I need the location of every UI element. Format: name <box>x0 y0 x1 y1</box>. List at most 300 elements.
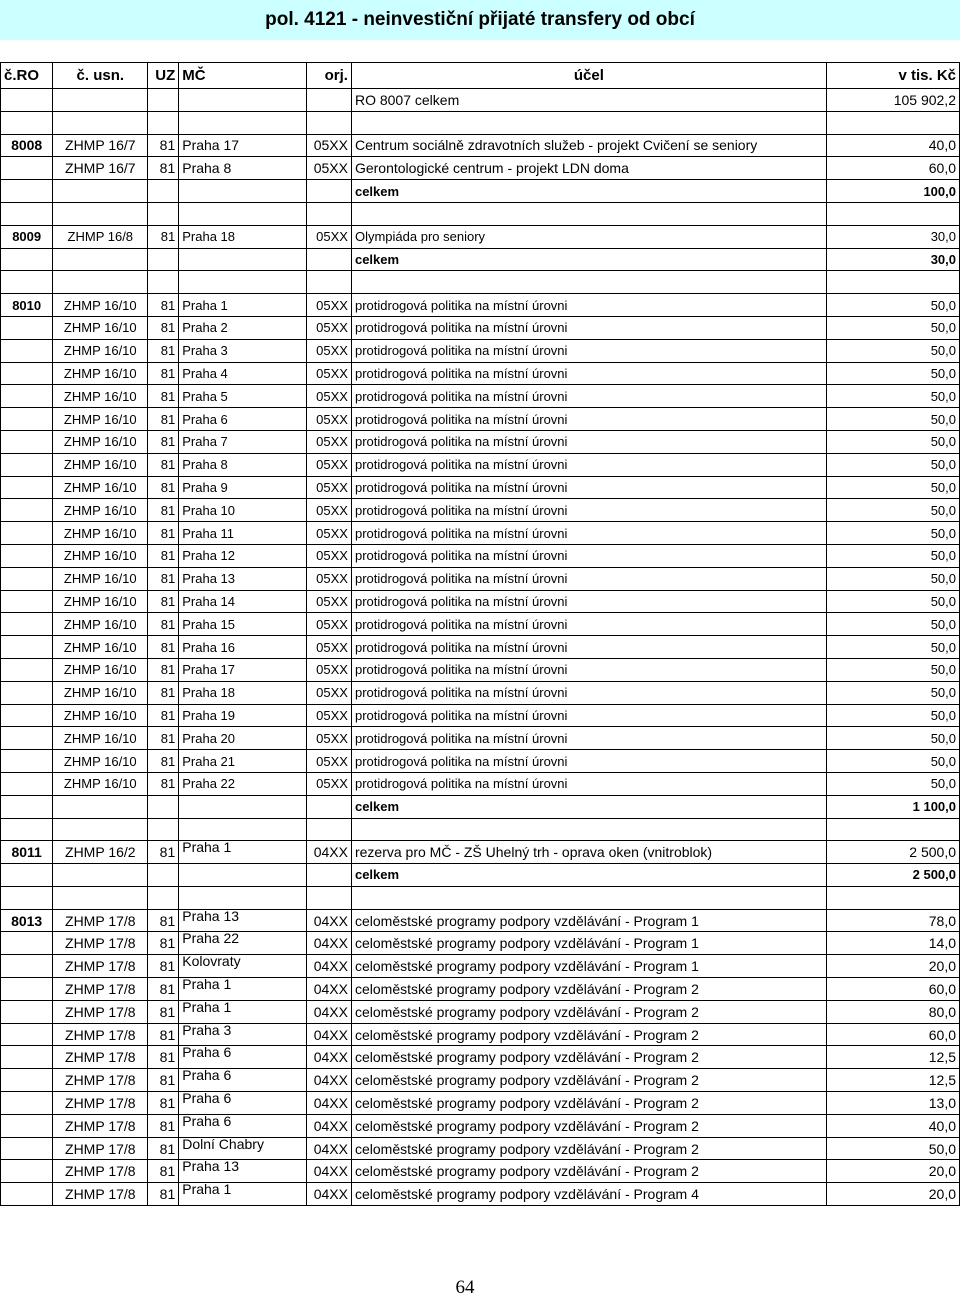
amount-cell: 50,0 <box>826 704 959 727</box>
orj-cell: 04XX <box>306 955 351 978</box>
ro-cell <box>1 1092 53 1115</box>
spacer-row <box>1 271 960 294</box>
district-cell: Praha 17 <box>179 658 307 681</box>
orj-cell: 04XX <box>306 1137 351 1160</box>
uz-cell: 81 <box>148 453 179 476</box>
ro-cell <box>1 1160 53 1183</box>
district-cell: Praha 12 <box>179 544 307 567</box>
district-cell: Praha 15 <box>179 613 307 636</box>
orj-cell: 05XX <box>306 362 351 385</box>
empty-cell <box>1 89 53 112</box>
uz-cell: 81 <box>148 430 179 453</box>
orj-cell: 04XX <box>306 1069 351 1092</box>
header-ro: č.RO <box>1 63 53 89</box>
resolution-cell: ZHMP 16/10 <box>53 727 148 750</box>
table-row <box>1 476 960 499</box>
district-cell: Praha 7 <box>179 430 307 453</box>
amount-cell: 50,0 <box>826 544 959 567</box>
spacer-row <box>1 886 960 909</box>
amount-cell: 50,0 <box>826 590 959 613</box>
amount-cell: 50,0 <box>826 362 959 385</box>
purpose-cell: protidrogová politika na místní úrovni <box>351 772 826 795</box>
uz-cell: 81 <box>148 522 179 545</box>
resolution-cell: ZHMP 16/10 <box>53 567 148 590</box>
table-row <box>1 772 960 795</box>
district-cell-text: Praha 1 <box>182 1000 232 1015</box>
amount-cell: 78,0 <box>826 909 959 932</box>
purpose-cell: protidrogová politika na místní úrovni <box>351 613 826 636</box>
amount-cell: 50,0 <box>826 408 959 431</box>
orj-cell: 05XX <box>306 225 351 248</box>
district-cell: Praha 3 <box>179 339 307 362</box>
purpose-cell: celoměstské programy podpory vzdělávání - Program 2 <box>351 1114 826 1137</box>
district-cell-text: Praha 1 <box>182 1182 232 1198</box>
purpose-cell: protidrogová politika na místní úrovni <box>351 430 826 453</box>
district-cell: Praha 11 <box>179 522 307 545</box>
uz-cell: 81 <box>148 955 179 978</box>
amount-cell: 50,0 <box>826 567 959 590</box>
table-row <box>1 636 960 659</box>
orj-cell: 04XX <box>306 1114 351 1137</box>
uz-cell: 81 <box>148 476 179 499</box>
spacer-row <box>1 202 960 225</box>
table-row <box>1 978 960 1001</box>
purpose-cell: protidrogová politika na místní úrovni <box>351 362 826 385</box>
district-cell <box>179 1160 307 1183</box>
amount-cell: 13,0 <box>826 1092 959 1115</box>
ro-cell <box>1 750 53 773</box>
amount-cell: 50,0 <box>826 385 959 408</box>
orj-cell: 04XX <box>306 1183 351 1206</box>
uz-cell: 81 <box>148 385 179 408</box>
uz-cell: 81 <box>148 294 179 317</box>
ro-cell <box>1 932 53 955</box>
subtotal-amount: 100,0 <box>826 180 959 203</box>
subtotal-row <box>1 864 960 887</box>
purpose-cell: celoměstské programy podpory vzdělávání - Program 2 <box>351 1046 826 1069</box>
purpose-cell: celoměstské programy podpory vzdělávání - Program 2 <box>351 1160 826 1183</box>
purpose-cell: protidrogová politika na místní úrovni <box>351 727 826 750</box>
empty-cell <box>351 111 826 134</box>
uz-cell: 81 <box>148 978 179 1001</box>
uz-cell: 81 <box>148 225 179 248</box>
ro-cell <box>1 590 53 613</box>
amount-cell: 12,5 <box>826 1069 959 1092</box>
ro-cell <box>1 339 53 362</box>
district-cell: Praha 18 <box>179 225 307 248</box>
spacer-row <box>1 818 960 841</box>
table-row <box>1 522 960 545</box>
subtotal-label: celkem <box>351 248 826 271</box>
resolution-cell: ZHMP 16/10 <box>53 339 148 362</box>
table-row <box>1 339 960 362</box>
ro-cell <box>1 453 53 476</box>
resolution-cell: ZHMP 16/10 <box>53 430 148 453</box>
ro-cell <box>1 658 53 681</box>
subtotal-amount: 2 500,0 <box>826 864 959 887</box>
district-cell: Praha 8 <box>179 453 307 476</box>
empty-cell <box>1 111 53 134</box>
uz-cell: 81 <box>148 567 179 590</box>
empty-cell <box>53 818 148 841</box>
empty-cell <box>1 886 53 909</box>
page-title: pol. 4121 - neinvestiční přijaté transfery od obcí <box>0 0 960 40</box>
resolution-cell: ZHMP 17/8 <box>53 978 148 1001</box>
resolution-cell: ZHMP 17/8 <box>53 1000 148 1023</box>
purpose-cell: rezerva pro MČ - ZŠ Uhelný trh - oprava oken (vnitroblok) <box>351 841 826 864</box>
resolution-cell: ZHMP 16/7 <box>53 134 148 157</box>
table-row <box>1 1092 960 1115</box>
ro-cell <box>1 681 53 704</box>
total-amount: 105 902,2 <box>826 89 959 112</box>
purpose-cell: celoměstské programy podpory vzdělávání - Program 2 <box>351 1000 826 1023</box>
amount-cell: 12,5 <box>826 1046 959 1069</box>
resolution-cell: ZHMP 16/10 <box>53 294 148 317</box>
purpose-cell: protidrogová politika na místní úrovni <box>351 316 826 339</box>
amount-cell: 14,0 <box>826 932 959 955</box>
uz-cell: 81 <box>148 134 179 157</box>
purpose-cell: protidrogová politika na místní úrovni <box>351 704 826 727</box>
resolution-cell: ZHMP 16/10 <box>53 681 148 704</box>
purpose-cell: celoměstské programy podpory vzdělávání - Program 1 <box>351 932 826 955</box>
empty-cell <box>179 202 307 225</box>
resolution-cell: ZHMP 16/2 <box>53 841 148 864</box>
empty-cell <box>179 180 307 203</box>
district-cell-text: Praha 3 <box>182 1023 232 1038</box>
table-row <box>1 544 960 567</box>
uz-cell: 81 <box>148 704 179 727</box>
ro-cell <box>1 955 53 978</box>
subtotal-label: celkem <box>351 795 826 818</box>
purpose-cell: Olympiáda pro seniory <box>351 225 826 248</box>
orj-cell: 05XX <box>306 750 351 773</box>
orj-cell: 05XX <box>306 316 351 339</box>
uz-cell: 81 <box>148 499 179 522</box>
district-cell-text: Praha 6 <box>182 1091 232 1106</box>
district-cell <box>179 909 307 932</box>
resolution-cell: ZHMP 16/10 <box>53 704 148 727</box>
empty-cell <box>1 864 53 887</box>
district-cell <box>179 932 307 955</box>
subtotal-amount: 30,0 <box>826 248 959 271</box>
subtotal-row <box>1 180 960 203</box>
amount-cell: 50,0 <box>826 339 959 362</box>
district-cell: Praha 13 <box>179 567 307 590</box>
empty-cell <box>351 271 826 294</box>
table-row <box>1 658 960 681</box>
empty-cell <box>53 271 148 294</box>
empty-cell <box>306 180 351 203</box>
empty-cell <box>148 886 179 909</box>
empty-cell <box>826 818 959 841</box>
district-cell-text: Praha 6 <box>182 1045 232 1061</box>
uz-cell: 81 <box>148 1023 179 1046</box>
uz-cell: 81 <box>148 636 179 659</box>
table-row <box>1 1046 960 1069</box>
empty-cell <box>1 202 53 225</box>
subtotal-label: celkem <box>351 180 826 203</box>
header-uz: UZ <box>148 63 179 89</box>
amount-cell: 40,0 <box>826 134 959 157</box>
uz-cell: 81 <box>148 408 179 431</box>
orj-cell: 05XX <box>306 453 351 476</box>
amount-cell: 50,0 <box>826 430 959 453</box>
table-row <box>1 385 960 408</box>
empty-cell <box>53 180 148 203</box>
purpose-cell: Centrum sociálně zdravotních služeb - projekt Cvičení se seniory <box>351 134 826 157</box>
district-cell: Praha 14 <box>179 590 307 613</box>
ro-cell <box>1 1023 53 1046</box>
table-row <box>1 157 960 180</box>
table-row <box>1 453 960 476</box>
table-row <box>1 909 960 932</box>
amount-cell: 50,0 <box>826 658 959 681</box>
empty-cell <box>53 202 148 225</box>
orj-cell: 05XX <box>306 294 351 317</box>
table-row <box>1 134 960 157</box>
purpose-cell: protidrogová politika na místní úrovni <box>351 544 826 567</box>
ro-cell <box>1 316 53 339</box>
orj-cell: 04XX <box>306 1046 351 1069</box>
empty-cell <box>306 886 351 909</box>
empty-cell <box>179 886 307 909</box>
amount-cell: 50,0 <box>826 727 959 750</box>
table-row <box>1 430 960 453</box>
header-ucel: účel <box>351 63 826 89</box>
orj-cell: 04XX <box>306 841 351 864</box>
purpose-cell: protidrogová politika na místní úrovni <box>351 636 826 659</box>
total-row <box>1 89 960 112</box>
header-mc: MČ <box>179 63 307 89</box>
orj-cell: 05XX <box>306 567 351 590</box>
table-row <box>1 1069 960 1092</box>
table-row <box>1 499 960 522</box>
empty-cell <box>179 248 307 271</box>
purpose-cell: protidrogová politika na místní úrovni <box>351 294 826 317</box>
empty-cell <box>53 864 148 887</box>
uz-cell: 81 <box>148 750 179 773</box>
district-cell <box>179 841 307 864</box>
table-row <box>1 1183 960 1206</box>
orj-cell: 05XX <box>306 613 351 636</box>
resolution-cell: ZHMP 17/8 <box>53 1023 148 1046</box>
table-row <box>1 316 960 339</box>
purpose-cell: celoměstské programy podpory vzdělávání - Program 2 <box>351 1069 826 1092</box>
table-row <box>1 225 960 248</box>
district-cell: Praha 10 <box>179 499 307 522</box>
header-orj: orj. <box>306 63 351 89</box>
district-cell-text: Praha 1 <box>182 977 232 992</box>
resolution-cell: ZHMP 16/10 <box>53 750 148 773</box>
amount-cell: 20,0 <box>826 955 959 978</box>
table-row <box>1 590 960 613</box>
uz-cell: 81 <box>148 316 179 339</box>
orj-cell: 04XX <box>306 978 351 1001</box>
orj-cell: 05XX <box>306 408 351 431</box>
district-cell-text: Praha 13 <box>182 909 240 924</box>
ro-cell <box>1 385 53 408</box>
resolution-cell: ZHMP 17/8 <box>53 1114 148 1137</box>
table-row <box>1 362 960 385</box>
empty-cell <box>826 271 959 294</box>
purpose-cell: Gerontologické centrum - projekt LDN doma <box>351 157 826 180</box>
district-cell: Praha 22 <box>179 772 307 795</box>
empty-cell <box>179 864 307 887</box>
district-cell: Praha 20 <box>179 727 307 750</box>
amount-cell: 50,0 <box>826 522 959 545</box>
purpose-cell: celoměstské programy podpory vzdělávání - Program 1 <box>351 909 826 932</box>
empty-cell <box>826 886 959 909</box>
ro-cell <box>1 1114 53 1137</box>
empty-cell <box>148 271 179 294</box>
resolution-cell: ZHMP 17/8 <box>53 1160 148 1183</box>
uz-cell: 81 <box>148 1092 179 1115</box>
orj-cell: 05XX <box>306 134 351 157</box>
empty-cell <box>53 795 148 818</box>
table-row <box>1 1000 960 1023</box>
district-cell: Praha 9 <box>179 476 307 499</box>
resolution-cell: ZHMP 17/8 <box>53 1137 148 1160</box>
empty-cell <box>351 818 826 841</box>
amount-cell: 60,0 <box>826 978 959 1001</box>
uz-cell: 81 <box>148 362 179 385</box>
uz-cell: 81 <box>148 1069 179 1092</box>
ro-cell <box>1 157 53 180</box>
ro-cell <box>1 567 53 590</box>
district-cell-text: Praha 13 <box>182 1159 240 1175</box>
district-cell: Praha 5 <box>179 385 307 408</box>
purpose-cell: protidrogová politika na místní úrovni <box>351 453 826 476</box>
ro-cell <box>1 430 53 453</box>
subtotal-amount: 1 100,0 <box>826 795 959 818</box>
district-cell <box>179 978 307 1001</box>
district-cell <box>179 1114 307 1137</box>
empty-cell <box>179 818 307 841</box>
orj-cell: 05XX <box>306 385 351 408</box>
amount-cell: 50,0 <box>826 750 959 773</box>
resolution-cell: ZHMP 16/10 <box>53 499 148 522</box>
orj-cell: 05XX <box>306 476 351 499</box>
district-cell: Praha 4 <box>179 362 307 385</box>
orj-cell: 05XX <box>306 727 351 750</box>
district-cell: Praha 17 <box>179 134 307 157</box>
ro-cell <box>1 1137 53 1160</box>
uz-cell: 81 <box>148 1046 179 1069</box>
resolution-cell: ZHMP 17/8 <box>53 909 148 932</box>
amount-cell: 80,0 <box>826 1000 959 1023</box>
orj-cell: 05XX <box>306 430 351 453</box>
table-row <box>1 567 960 590</box>
amount-cell: 20,0 <box>826 1183 959 1206</box>
district-cell: Praha 2 <box>179 316 307 339</box>
resolution-cell: ZHMP 16/10 <box>53 453 148 476</box>
orj-cell: 05XX <box>306 339 351 362</box>
empty-cell <box>148 202 179 225</box>
amount-cell: 50,0 <box>826 316 959 339</box>
ro-cell <box>1 727 53 750</box>
empty-cell <box>53 111 148 134</box>
resolution-cell: ZHMP 16/10 <box>53 385 148 408</box>
empty-cell <box>1 180 53 203</box>
uz-cell: 81 <box>148 613 179 636</box>
ro-cell <box>1 978 53 1001</box>
purpose-cell: protidrogová politika na místní úrovni <box>351 385 826 408</box>
ro-cell <box>1 1000 53 1023</box>
orj-cell: 05XX <box>306 522 351 545</box>
empty-cell <box>306 818 351 841</box>
empty-cell <box>306 795 351 818</box>
uz-cell: 81 <box>148 157 179 180</box>
orj-cell: 05XX <box>306 499 351 522</box>
ro-cell <box>1 499 53 522</box>
uz-cell: 81 <box>148 681 179 704</box>
resolution-cell: ZHMP 16/10 <box>53 408 148 431</box>
purpose-cell: celoměstské programy podpory vzdělávání - Program 1 <box>351 955 826 978</box>
purpose-cell: protidrogová politika na místní úrovni <box>351 339 826 362</box>
orj-cell: 05XX <box>306 772 351 795</box>
uz-cell: 81 <box>148 1137 179 1160</box>
purpose-cell: protidrogová politika na místní úrovni <box>351 522 826 545</box>
transfers-table <box>0 62 960 1206</box>
subtotal-label: celkem <box>351 864 826 887</box>
uz-cell: 81 <box>148 1114 179 1137</box>
table-row <box>1 727 960 750</box>
empty-cell <box>53 89 148 112</box>
purpose-cell: celoměstské programy podpory vzdělávání - Program 2 <box>351 1023 826 1046</box>
empty-cell <box>179 271 307 294</box>
resolution-cell: ZHMP 16/10 <box>53 316 148 339</box>
table-row <box>1 932 960 955</box>
orj-cell: 05XX <box>306 544 351 567</box>
empty-cell <box>148 89 179 112</box>
orj-cell: 04XX <box>306 1000 351 1023</box>
header-unit: v tis. Kč <box>826 63 959 89</box>
uz-cell: 81 <box>148 909 179 932</box>
uz-cell: 81 <box>148 1160 179 1183</box>
amount-cell: 50,0 <box>826 294 959 317</box>
amount-cell: 50,0 <box>826 772 959 795</box>
empty-cell <box>179 111 307 134</box>
uz-cell: 81 <box>148 1000 179 1023</box>
amount-cell: 50,0 <box>826 476 959 499</box>
empty-cell <box>179 89 307 112</box>
purpose-cell: celoměstské programy podpory vzdělávání - Program 2 <box>351 1092 826 1115</box>
amount-cell: 50,0 <box>826 613 959 636</box>
table-row <box>1 1114 960 1137</box>
resolution-cell: ZHMP 16/10 <box>53 613 148 636</box>
district-cell: Praha 18 <box>179 681 307 704</box>
resolution-cell: ZHMP 16/8 <box>53 225 148 248</box>
resolution-cell: ZHMP 17/8 <box>53 1183 148 1206</box>
uz-cell: 81 <box>148 544 179 567</box>
empty-cell <box>148 111 179 134</box>
resolution-cell: ZHMP 16/7 <box>53 157 148 180</box>
empty-cell <box>1 795 53 818</box>
empty-cell <box>826 111 959 134</box>
ro-cell <box>1 636 53 659</box>
purpose-cell: protidrogová politika na místní úrovni <box>351 590 826 613</box>
table-row <box>1 704 960 727</box>
empty-cell <box>306 89 351 112</box>
resolution-cell: ZHMP 16/10 <box>53 658 148 681</box>
subtotal-row <box>1 248 960 271</box>
resolution-cell: ZHMP 16/10 <box>53 636 148 659</box>
purpose-cell: protidrogová politika na místní úrovni <box>351 681 826 704</box>
uz-cell: 81 <box>148 658 179 681</box>
resolution-cell: ZHMP 17/8 <box>53 932 148 955</box>
resolution-cell: ZHMP 16/10 <box>53 772 148 795</box>
ro-cell: 8010 <box>1 294 53 317</box>
